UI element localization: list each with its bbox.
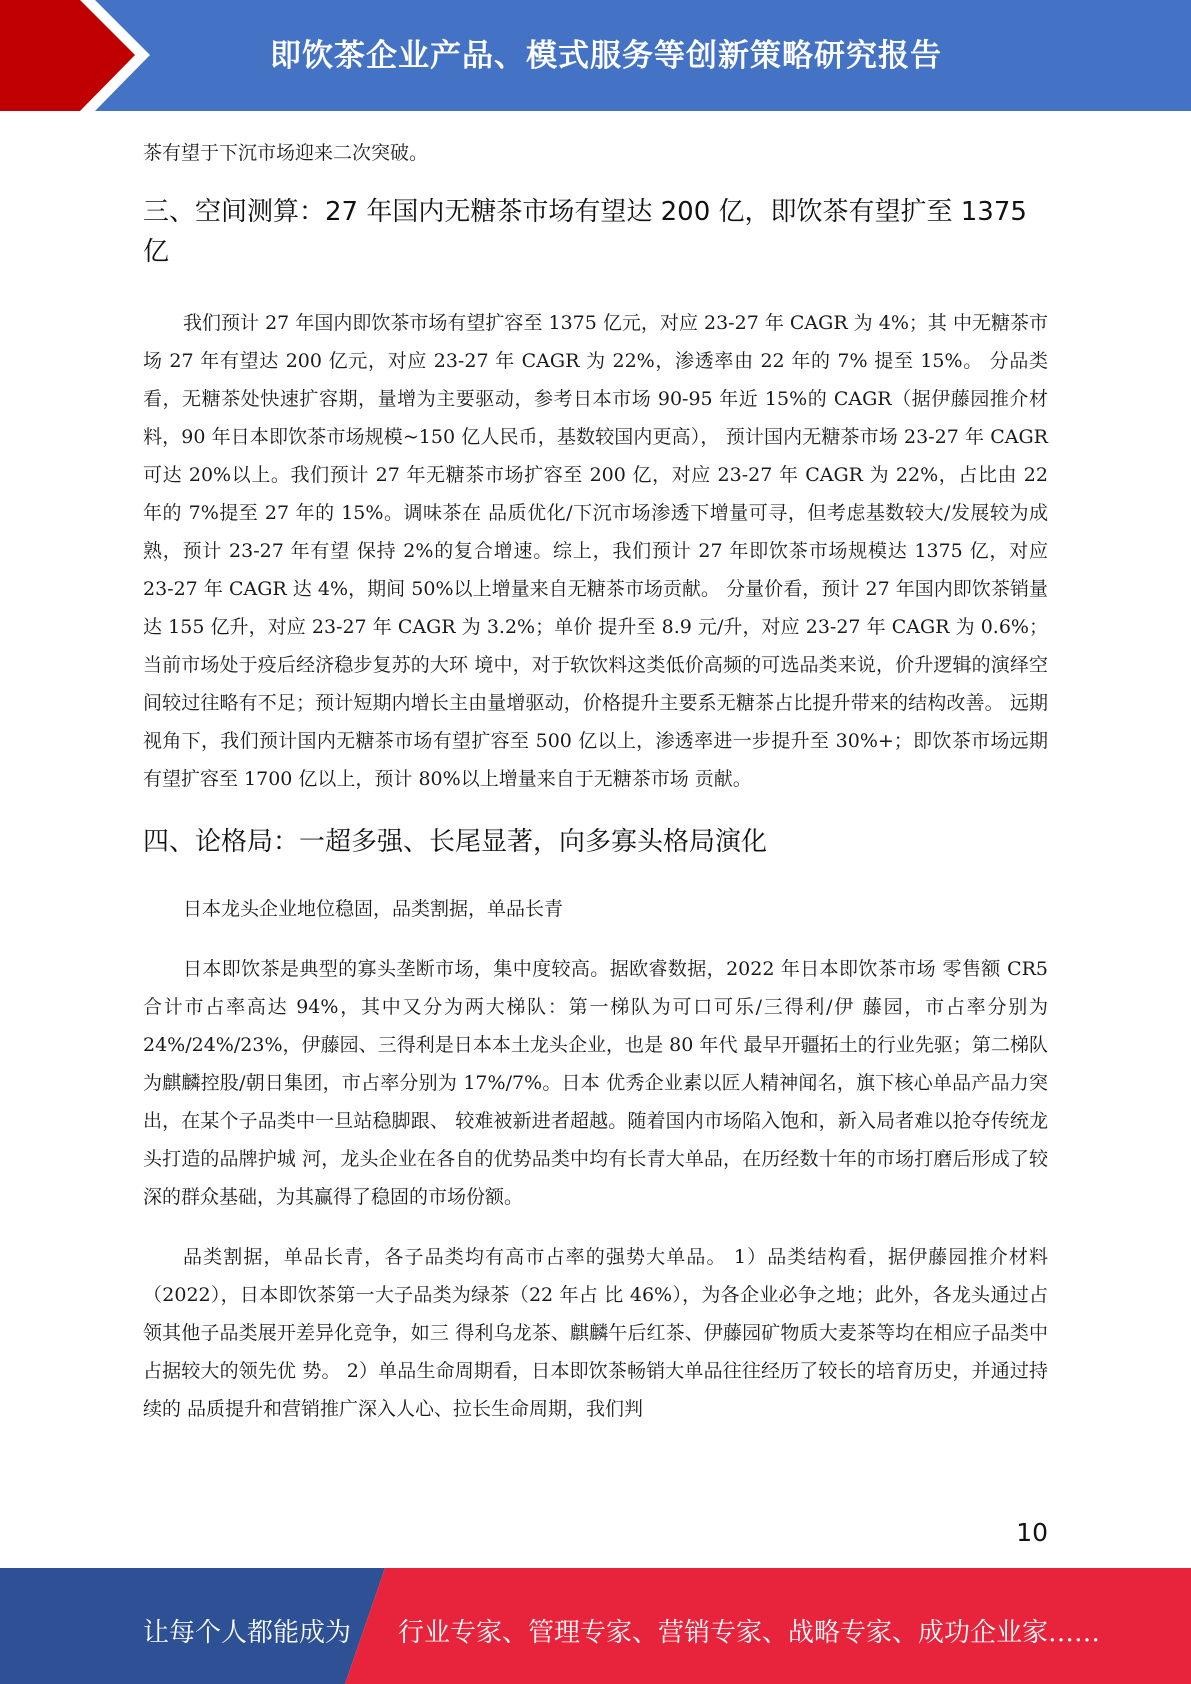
section-4-heading: 四、论格局：一超多强、长尾显著，向多寡头格局演化 xyxy=(143,827,768,857)
intro-line: 茶有望于下沉市场迎来二次突破。 xyxy=(143,142,429,164)
footer-slogan-right: 行业专家、管理专家、营销专家、战略专家、成功企业家…… xyxy=(398,1618,1101,1648)
section-4-subheading: 日本龙头企业地位稳固，品类割据，单品长青 xyxy=(183,898,564,920)
page-number: 10 xyxy=(1016,1518,1048,1547)
section-3-heading: 三、空间测算：27 年国内无糖茶市场有望达 200 亿，即饮茶有望扩至 1375 亿 xyxy=(143,197,1027,267)
page-footer-band xyxy=(0,1568,1191,1684)
header-arrow-decoration xyxy=(0,0,160,111)
page-header-band xyxy=(0,0,1191,111)
page-header-title: 即饮茶企业产品、模式服务等创新策略研究报告 xyxy=(270,38,942,74)
section-3-paragraph: 我们预计 27 年国内即饮茶市场有望扩容至 1375 亿元，对应 23-27 年 CAGR 为 4%；其 中无糖茶市场 27 年有望达 200 亿元，对应 23-27 年 CAGR 为 22%，渗透率由 22 年的 7% 提至 15%。 分品类看，无糖茶处快速扩容期，量增为主要驱动，参考日本市场 90-95 年近 15%的 CAGR（据伊藤园推介材料，90 年日本即饮茶市场规模~150 亿人民币，基数较国内更高）， 预计国内无糖茶市场 23-27 年 CAGR 可达 20%以上。我们预计 27 年无糖茶市场扩容至 200 亿，对应 23-27 年 CAGR 为 22%，占比由 22 年的 7%提至 27 年的 15%。调味茶在 品质优化/下沉市场渗透下增量可寻，但考虑基数较大/发展较为成熟，预计 23-27 年有望 保持 2%的复合增速。综上，我们预计 27 年即饮茶市场规模达 1375 亿，对应 23-27 年 CAGR 达 4%，期间 50%以上增量来自无糖茶市场贡献。 分量价看，预计 27 年国内即饮茶销量达 155 亿升，对应 23-27 年 CAGR 为 3.2%；单价 提升至 8.9 元/升，对应 23-27 年 CAGR 为 0.6%；当前市场处于疫后经济稳步复苏的大环 境中，对于软饮料这类低价高频的可选品类来说，价升逻辑的演绎空间较过往略有不足；预计短期内增长主由量增驱动，价格提升主要系无糖茶占比提升带来的结构改善。 远期视角下，我们预计国内无糖茶市场有望扩容至 500 亿以上，渗透率进一步提升至 30%+；即饮茶市场远期有望扩容至 1700 亿以上，预计 80%以上增量来自于无糖茶市场 贡献。 xyxy=(143,312,1048,790)
section-4-paragraph-1: 日本即饮茶是典型的寡头垄断市场，集中度较高。据欧睿数据，2022 年日本即饮茶市场 零售额 CR5 合计市占率高达 94%，其中又分为两大梯队：第一梯队为可口可乐/三得利/伊 藤园，市占率分别为 24%/24%/23%，伊藤园、三得利是日本本土龙头企业，也是 80 年代 最早开疆拓土的行业先驱；第二梯队为麒麟控股/朝日集团，市占率分别为 17%/7%。日本 优秀企业素以匠人精神闻名，旗下核心单品产品力突出，在某个子品类中一旦站稳脚跟、 较难被新进者超越。随着国内市场陷入饱和，新入局者难以抢夺传统龙头打造的品牌护城 河，龙头企业在各自的优势品类中均有长青大单品，在历经数十年的市场打磨后形成了较 深的群众基础，为其赢得了稳固的市场份额。 xyxy=(143,958,1048,1208)
section-4-paragraph-2: 品类割据，单品长青，各子品类均有高市占率的强势大单品。 1）品类结构看，据伊藤园推介材料（2022），日本即饮茶第一大子品类为绿茶（22 年占 比 46%），为各企业必争之地；此外，各龙头通过占领其他子品类展开差异化竞争，如三 得利乌龙茶、麒麟午后红茶、伊藤园矿物质大麦茶等均在相应子品类中占据较大的领先优 势。 2）单品生命周期看，日本即饮茶畅销大单品往往经历了较长的培育历史，并通过持续的 品质提升和营销推广深入人心、拉长生命周期，我们判 xyxy=(143,1246,1048,1420)
document-body xyxy=(143,134,1048,1428)
footer-slogan-left: 让每个人都能成为 xyxy=(143,1618,352,1648)
